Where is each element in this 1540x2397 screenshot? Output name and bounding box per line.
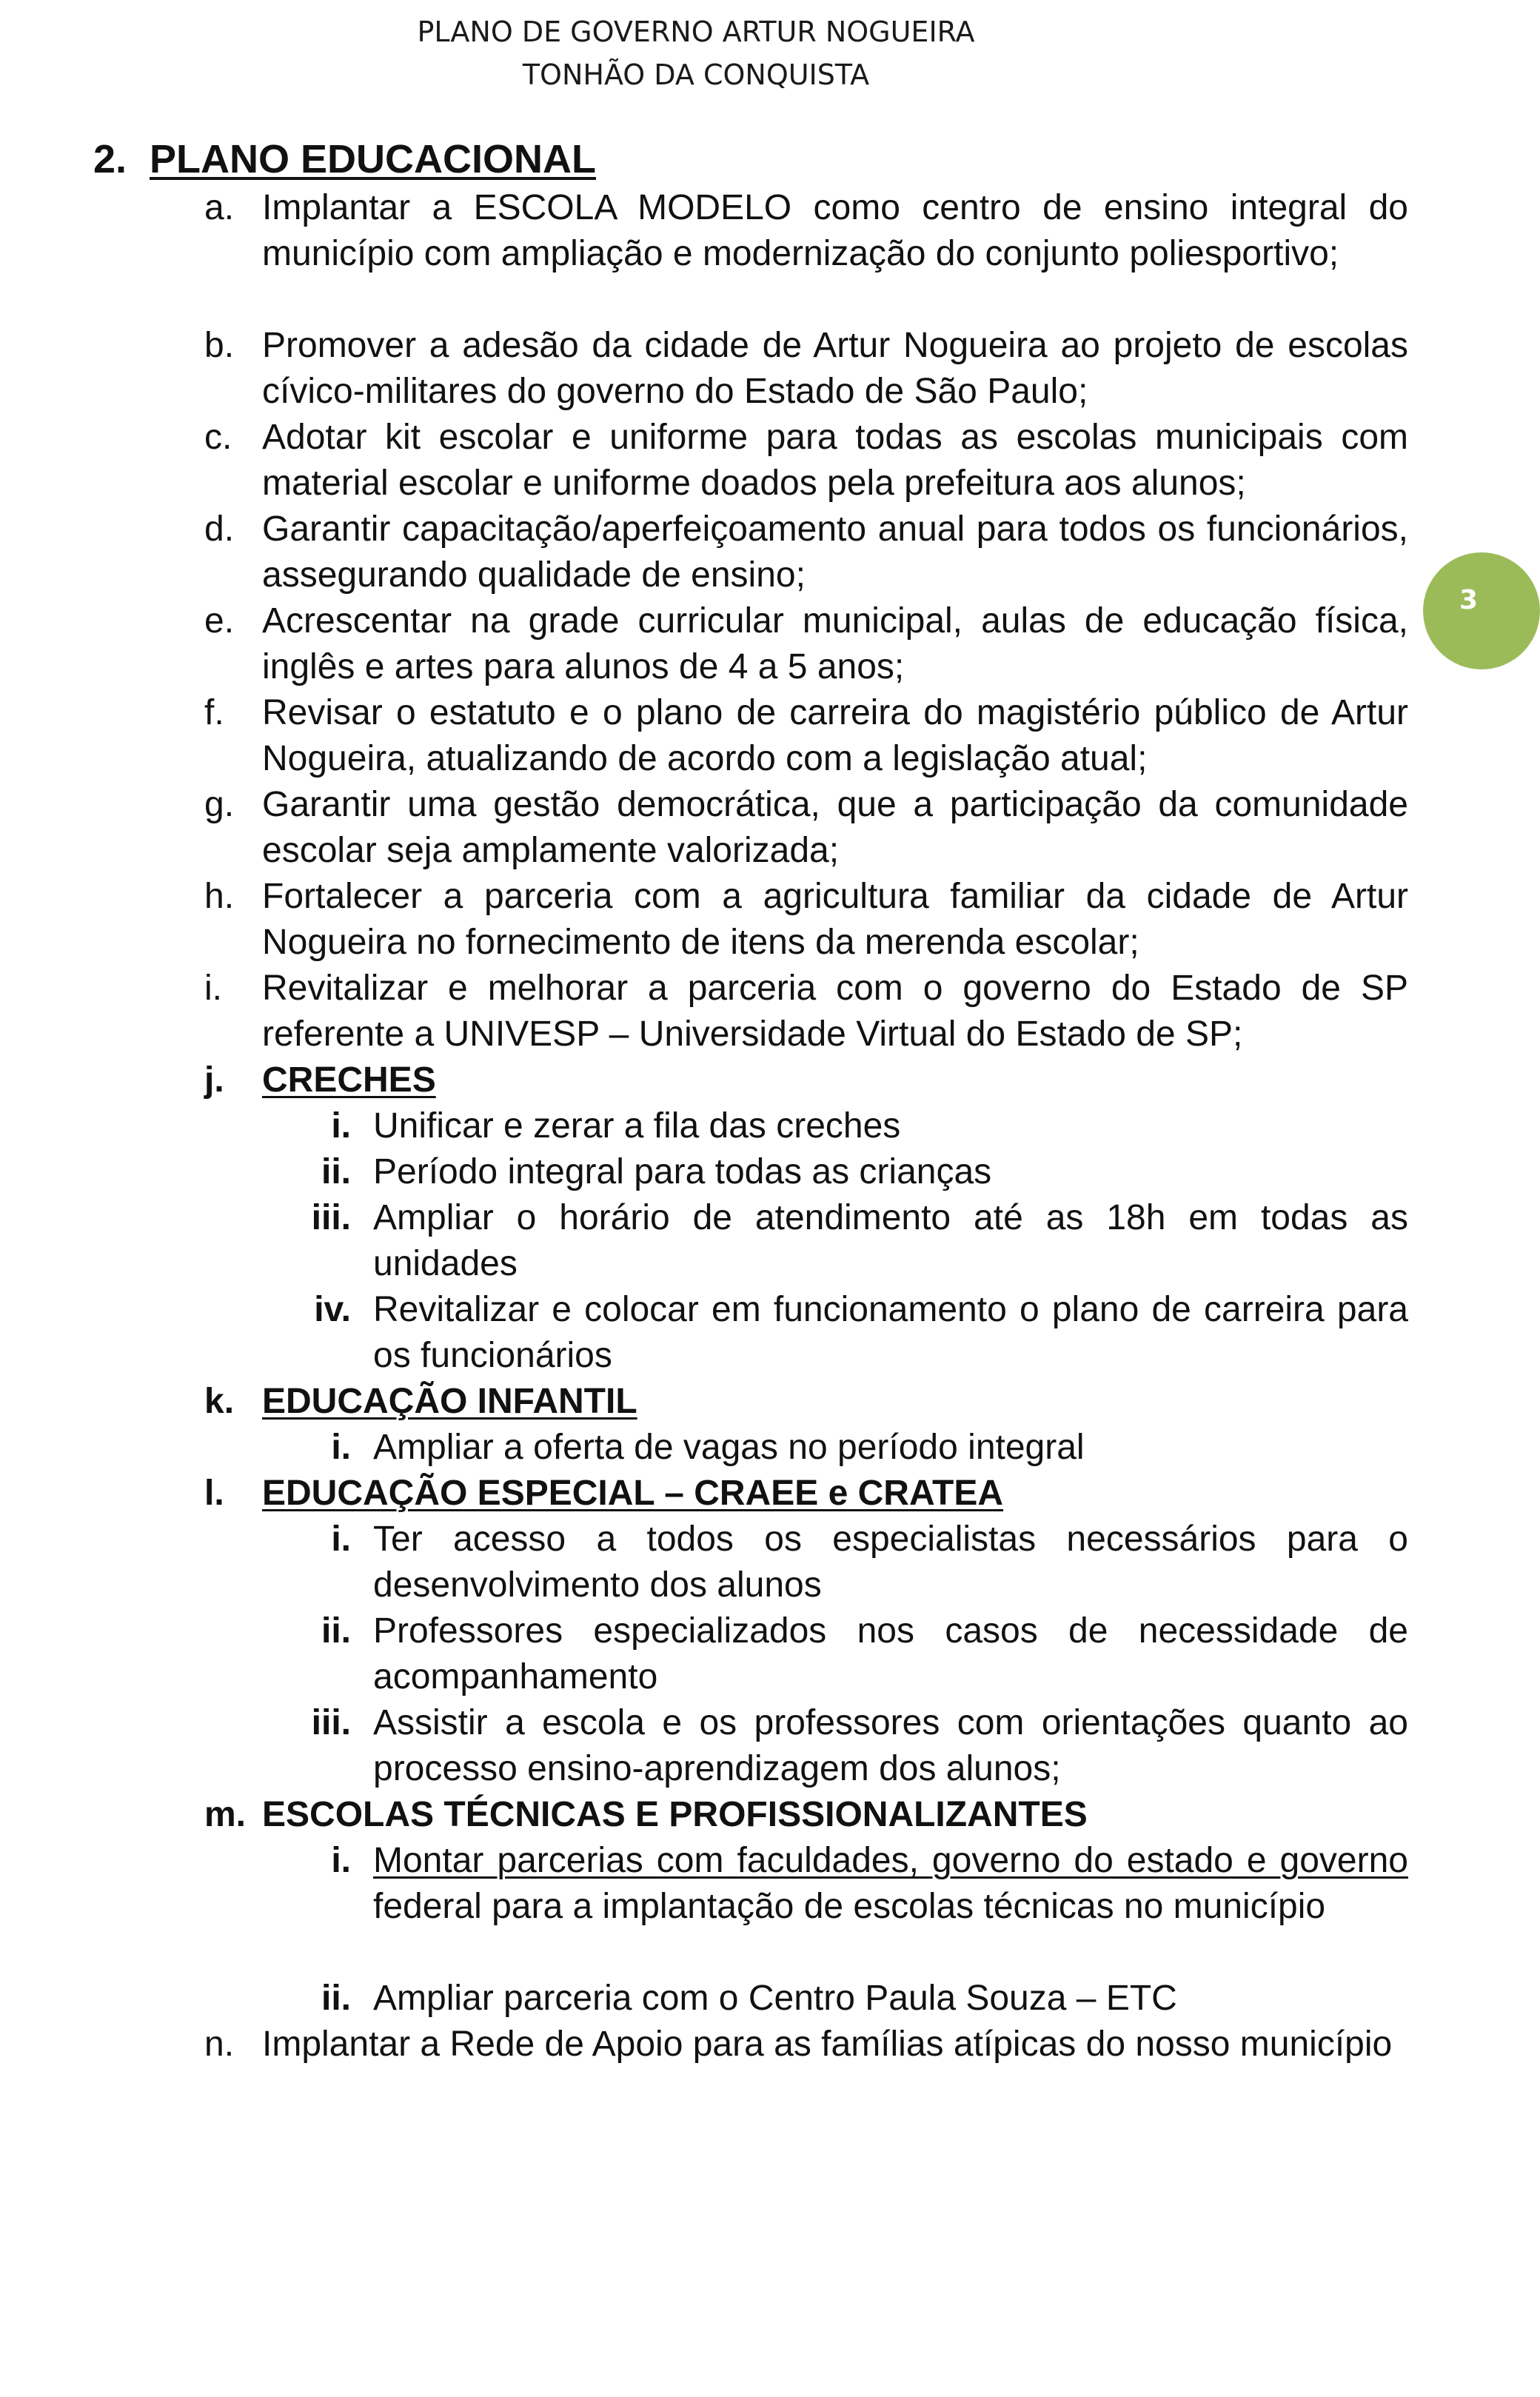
subsection-title-creches: CRECHES xyxy=(262,1060,436,1100)
page-number-badge xyxy=(1423,552,1540,669)
sublist-marker: i. xyxy=(331,1520,351,1559)
list-marker: m. xyxy=(204,1795,247,1834)
page-header xyxy=(0,10,1392,96)
sublist-marker: i. xyxy=(331,1428,351,1467)
list-item-text: Implantar a Rede de Apoio para as famílias atípicas do nosso município xyxy=(262,2025,1393,2064)
sublist-item-text xyxy=(373,1838,1408,1930)
section-heading xyxy=(93,133,596,179)
page-number: 3 xyxy=(1459,585,1478,615)
list-marker: c. xyxy=(204,418,232,457)
subsection-title-educacao-especial: EDUCAÇÃO ESPECIAL – CRAEE e CRATEA xyxy=(262,1474,1004,1513)
subsection-title-escolas-tecnicas: ESCOLAS TÉCNICAS E PROFISSIONALIZANTES xyxy=(262,1795,1088,1834)
sublist-marker: iii. xyxy=(311,1198,351,1237)
sublist-marker: iv. xyxy=(314,1290,351,1329)
list-item-text: Revitalizar e melhorar a parceria com o governo do Estado de SP referente a UNIVESP – Universidade Virtual do Estado de SP; xyxy=(262,969,1408,1054)
list-marker: b. xyxy=(204,326,235,365)
sublist-marker: i. xyxy=(331,1106,351,1146)
list-marker: h. xyxy=(204,877,235,916)
list-item-text: Revisar o estatuto e o plano de carreira do magistério público de Artur Nogueira, atualizando de acordo com a legislação atual; xyxy=(262,693,1408,778)
sublist-marker: ii. xyxy=(321,1979,351,2018)
list-marker: k. xyxy=(204,1382,235,1421)
section-number: 2. xyxy=(93,137,127,181)
list-marker: f. xyxy=(204,693,224,732)
list-item-text: Adotar kit escolar e uniforme para todas as escolas municipais com material escolar e uniforme doados pela prefeitura aos alunos; xyxy=(262,418,1408,503)
underlined-text: Montar parcerias com faculdades, governo do estado e governo xyxy=(373,1841,1408,1880)
list-item-text: Fortalecer a parceria com a agricultura familiar da cidade de Artur Nogueira no fornecimento de itens da merenda escolar; xyxy=(262,877,1408,962)
sublist-item-text: Assistir a escola e os professores com orientações quanto ao processo ensino-aprendizagem dos alunos; xyxy=(373,1703,1408,1788)
text-continuation: federal para a implantação de escolas técnicas no município xyxy=(373,1887,1326,1926)
sublist-marker: i. xyxy=(331,1841,351,1880)
header-title: PLANO DE GOVERNO ARTUR NOGUEIRA xyxy=(417,16,975,48)
list-item-text: Garantir uma gestão democrática, que a participação da comunidade escolar seja amplamente valorizada; xyxy=(262,785,1408,870)
sublist-item-text: Ampliar o horário de atendimento até as 18h em todas as unidades xyxy=(373,1198,1408,1283)
list-item-text: Promover a adesão da cidade de Artur Nogueira ao projeto de escolas cívico-militares do governo do Estado de São Paulo; xyxy=(262,326,1408,411)
sublist-item-text: Ampliar a oferta de vagas no período integral xyxy=(373,1428,1085,1467)
sublist-marker: iii. xyxy=(311,1703,351,1742)
list-marker: j. xyxy=(204,1060,224,1100)
list-marker: g. xyxy=(204,785,235,824)
list-marker: a. xyxy=(204,188,235,227)
sublist-marker: ii. xyxy=(321,1611,351,1651)
sublist-item-text: Período integral para todas as crianças xyxy=(373,1152,992,1191)
section-title: PLANO EDUCACIONAL xyxy=(150,137,596,181)
sublist-item-text: Unificar e zerar a fila das creches xyxy=(373,1106,901,1146)
sublist-item-text: Professores especializados nos casos de necessidade de acompanhamento xyxy=(373,1611,1408,1696)
list-marker: d. xyxy=(204,509,235,549)
list-marker: l. xyxy=(204,1474,224,1513)
header-subtitle: TONHÃO DA CONQUISTA xyxy=(522,58,870,91)
list-item-text: Acrescentar na grade curricular municipal, aulas de educação física, inglês e artes para alunos de 4 a 5 anos; xyxy=(262,601,1408,686)
sublist-item-text: Revitalizar e colocar em funcionamento o plano de carreira para os funcionários xyxy=(373,1290,1408,1375)
list-marker: i. xyxy=(204,969,222,1008)
sublist-item-text: Ter acesso a todos os especialistas necessários para o desenvolvimento dos alunos xyxy=(373,1520,1408,1605)
list-item-text: Implantar a ESCOLA MODELO como centro de ensino integral do município com ampliação e modernização do conjunto poliesportivo; xyxy=(262,188,1408,273)
list-marker: n. xyxy=(204,2025,235,2064)
sublist-item-text: Ampliar parceria com o Centro Paula Souza – ETC xyxy=(373,1979,1177,2018)
subsection-title-educacao-infantil: EDUCAÇÃO INFANTIL xyxy=(262,1382,637,1421)
sublist-marker: ii. xyxy=(321,1152,351,1191)
list-item-text: Garantir capacitação/aperfeiçoamento anual para todos os funcionários, assegurando qualidade de ensino; xyxy=(262,509,1408,595)
list-marker: e. xyxy=(204,601,235,641)
